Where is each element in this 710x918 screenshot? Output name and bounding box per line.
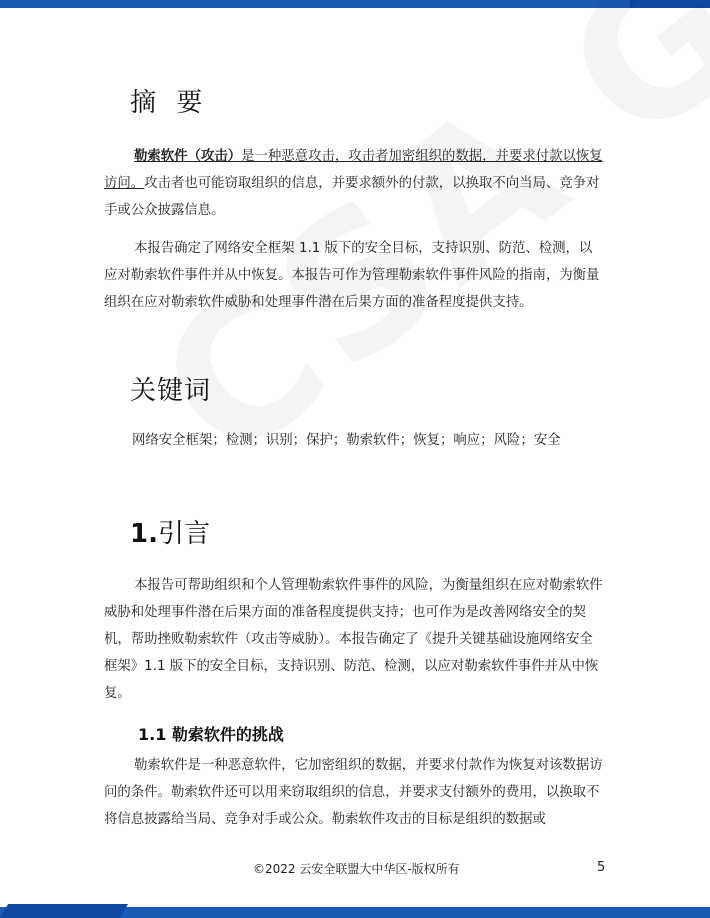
footer-copyright: ©2022 云安全联盟大中华区-版权所有	[253, 862, 460, 876]
abstract-paragraph-2: 本报告确定了网络安全框架 1.1 版下的安全目标，支持识别、防范、检测，以应对勒索软件事件并从中恢复。本报告可作为管理勒索软件事件风险的指南，为衡量组织在应对勒索软件威胁和处理事件潜在后果方面的准备程度提供支持。	[104, 241, 600, 310]
section-1-1-paragraph: 勒索软件是一种恶意软件，它加密组织的数据，并要求付款作为恢复对该数据访问的条件。勒索软件还可以用来窃取组织的信息，并要求支付额外的费用，以换取不将信息披露给当局、竞争对手或公众。勒索软件攻击的目标是组织的数据或	[104, 758, 603, 827]
intro-heading-title: 引言	[157, 519, 210, 549]
keywords-list: 网络安全框架；检测；识别；保护；勒索软件；恢复；响应；风险；安全	[132, 433, 561, 448]
intro-heading-number: 1.	[130, 519, 158, 549]
page-number: 5	[597, 860, 606, 875]
abstract-definition: 是一种恶意攻击，攻击者加密组织的数据，并要求付款以恢复访问。	[104, 149, 603, 191]
intro-heading	[130, 513, 210, 550]
top-color-bar	[0, 0, 710, 8]
abstract-heading: 摘 要	[130, 88, 209, 118]
bottom-color-bar	[0, 907, 710, 918]
keywords-heading: 关键词	[130, 376, 212, 406]
abstract-paragraph-1-rest: 攻击者也可能窃取组织的信息，并要求额外的付款，以换取不向当局、竞争对手或公众披露信息。	[104, 176, 600, 218]
abstract-lead-term: 勒索软件（攻击）	[134, 149, 242, 164]
abstract-paragraph-1	[104, 143, 604, 224]
intro-paragraph-1: 本报告可帮助组织和个人管理勒索软件事件的风险，为衡量组织在应对勒索软件威胁和处理事件潜在后果方面的准备程度提供支持；也可作为是改善网络安全的契机，帮助挫败勒索软件（攻击等威胁）。本报告确定了《提升关键基础设施网络安全框架》1.1 版下的安全目标，支持识别、防范、检测，以应对勒索软件事件并从中恢复。	[104, 578, 603, 701]
section-1-1-heading: 1.1 勒索软件的挑战	[138, 725, 284, 744]
